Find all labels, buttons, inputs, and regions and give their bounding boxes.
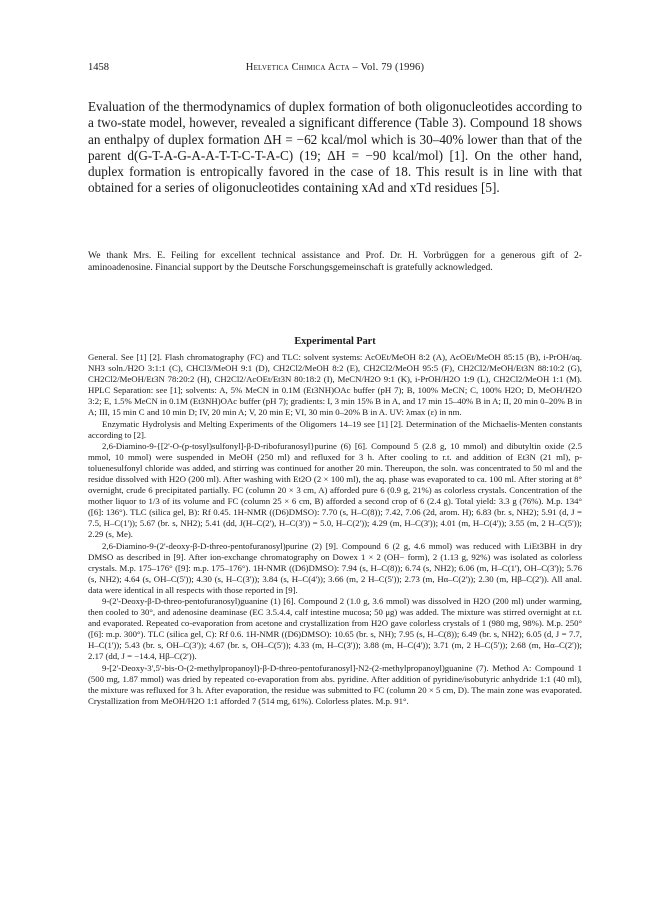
acknowledgement: We thank Mrs. E. Feiling for excellent technical assistance and Prof. Dr. H. Vorbrüggen for a generous gift of 2-aminoadenosine. Financial support by the Deutsche Forschungsgemeinschaft is gratefully acknowledged. xyxy=(88,250,582,274)
section-title: Experimental Part xyxy=(294,336,376,347)
running-head xyxy=(88,62,582,76)
journal-volume: – Vol. 79 (1996) xyxy=(349,62,425,73)
paragraph-compound-7: 9-[2'-Deoxy-3',5'-bis-O-(2-methylpropanoyl)-β-D-threo-pentofuranosyl]-N2-(2-methylpropanoyl)guanine (7). Method A: Compound 1 (500 mg, 1.87 mmol) was dried by repeated co-evaporation from abs. pyridine. After addition of pyridine/isobutyric anhydride 1:1 (40 ml), the mixture was refluxed for 3 h. After evaporation, the residue was submitted to FC (column 20 × 5 cm, D). The main zone was evaporated. Crystallization from MeOH/H2O 1:1 afforded 7 (514 mg, 61%). Colorless plates. M.p. 91°. xyxy=(88,662,582,706)
paragraph-compound-1: 9-(2'-Deoxy-β-D-threo-pentofuranosyl)guanine (1) [6]. Compound 2 (1.0 g, 3.6 mmol) was dissolved in H2O (200 ml) under warming, then cooled to 30°, and adenosine deaminase (EC 3.5.4.4, calf intestine mucosa; 50 μg) was added. The mixture was stirred overnight at r.t. and evaporated. Repeated co-evaporation from acetone and crystallization from H2O gave colorless crystals of 1 (980 mg, 98%). M.p. 250° ([6]: m.p. 300°). TLC (silica gel, C): Rf 0.6. 1H-NMR ((D6)DMSO): 10.65 (br. s, NH); 7.95 (s, H–C(8)); 6.49 (br. s, NH2); 6.05 (d, J = 7.7, H–C(1')); 5.43 (br. s, OH–C(3')); 4.67 (br. s, OH–C(5')); 4.33 (m, H–C(3')); 3.88 (m, H–C(4')); 3.71 (m, 2 H–C(5')); 2.68 (m, Hα–C(2')); 2.17 (dd, J = −14.4, Hβ–C(2')). xyxy=(88,596,582,661)
page-number: 1458 xyxy=(88,62,109,73)
experimental-body xyxy=(88,352,582,707)
paragraph-general: General. See [1] [2]. Flash chromatography (FC) and TLC: solvent systems: AcOEt/MeOH 8:2 (A), AcOEt/MeOH 85:15 (B), i-PrOH/aq. NH3 soln./H2O 3:1:1 (C), CHCl3/MeOH 9:1 (D), CH2Cl2/MeOH 8:2 (E), CH2Cl2/MeOH 95:5 (F), CH2Cl2/MeOH/Et3N 88:10:2 (G), CH2Cl2/MeOH/Et3N 78:20:2 (H), CH2Cl2/AcOEt/Et3N 80:18:2 (I), MeCN/H2O 9:1 (K), i-PrOH/H2O 1:9 (L), CH2Cl2/MeOH 1:1 (M). HPLC Separation: see [1]; solvents: A, 5% MeCN in 0.1M (Et3NH)OAc buffer (pH 7); B, 100% MeCN; C, 100% H2O; D, MeOH/H2O 3:2; E, 1.5% MeCN in 0.1M (Et3NH)OAc buffer (pH 7); gradients: I, 3 min 15% B in A, and 17 min 15–40% B in A; II, 20 min 0–20% B in A; III, 15 min C and 10 min D; IV, 20 min A; V, 20 min E; VI, 30 min 0–20% B in A. UV: λmax (ε) in nm. xyxy=(88,352,582,417)
journal-title: Helvetica Chimica Acta xyxy=(245,62,350,73)
journal-name xyxy=(88,62,582,73)
lead-paragraph: Evaluation of the thermodynamics of duplex formation of both oligonucleotides according to a two-state model, however, revealed a significant difference (Table 3). Compound 18 shows an enthalpy of duplex formation ΔH = −62 kcal/mol which is 30–40% lower than that of the parent d(G-T-A-G-A-A-T-T-C-T-A-C) (19; ΔH = −90 kcal/mol) [1]. On the other hand, duplex formation is entropically favored in the case of 18. This result is in line with that obtained for a series of oligonucleotides containing xAd and xTd residues [5]. xyxy=(88,99,582,196)
paragraph-compound-2: 2,6-Diamino-9-(2'-deoxy-β-D-threo-pentofuranosyl)purine (2) [9]. Compound 6 (2 g, 4.6 mmol) was reduced with LiEt3BH in dry DMSO as described in [9]. After ion-exchange chromatography on Dowex 1 × 2 (OH− form), 2 (1.13 g, 92%) was isolated as colorless crystals. M.p. 175–176° ([9]: m.p. 175–176°). 1H-NMR ((D6)DMSO): 7.94 (s, H–C(8)); 6.74 (s, NH2); 6.06 (m, H–C(1'), OH–C(3')); 5.76 (s, NH2); 4.64 (s, OH–C(5')); 4.30 (s, H–C(3')); 3.84 (s, H–C(4')); 3.66 (m, 2 H–C(5')); 2.73 (m, Hα–C(2')); 2.30 (m, Hβ–C(2')). All anal. data were identical in all respects with those reported in [9]. xyxy=(88,540,582,595)
paragraph-enzymatic-hydrolysis: Enzymatic Hydrolysis and Melting Experiments of the Oligomers 14–19 see [1] [2]. Determination of the Michaelis-Menten constants according to [2]. xyxy=(88,418,582,440)
paragraph-compound-6: 2,6-Diamino-9-{[2'-O-(p-tosyl)sulfonyl]-β-D-ribofuranosyl}purine (6) [6]. Compound 5 (2.8 g, 10 mmol) and dibutyltin oxide (2.5 mmol, 10 mmol) were suspended in MeOH (250 ml) and refluxed for 3 h. After cooling to r.t. and addition of Et3N (21 ml), p-toluenesulfonyl chloride was added, and stirring was continued for another 20 min. Thereupon, the soln. was concentrated to 50 ml and the residue dissolved with H2O (200 ml). After washing with Et2O (2 × 100 ml), the aq. phase was evaporated to ca. 100 ml. After storing at 8° overnight, crude 6 precipitated partially. FC (column 20 × 3 cm, A) afforded pure 6 (0.9 g, 21%) as colorless crystals. Concentration of the mother liquor to 1/3 of its volume and FC (column 25 × 6 cm, B) afforded a second crop of 6 (2.4 g). Total yield: 3.3 g (76%). M.p. 134° ([6]: 136°). TLC (silica gel, B): Rf 0.45. 1H-NMR ((D6)DMSO): 7.70 (s, H–C(8)); 7.42, 7.06 (2d, arom. H); 6.83 (br. s, NH2); 5.91 (d, J = 7.5, H–C(1')); 5.67 (br. s, NH2); 5.41 (dd, J(H–C(2'), H–C(3')) = 5.0, H–C(2')); 4.29 (m, H–C(3')); 4.01 (m, H–C(4')); 3.55 (m, 2 H–C(5')); 2.29 (s, Me). xyxy=(88,441,582,539)
